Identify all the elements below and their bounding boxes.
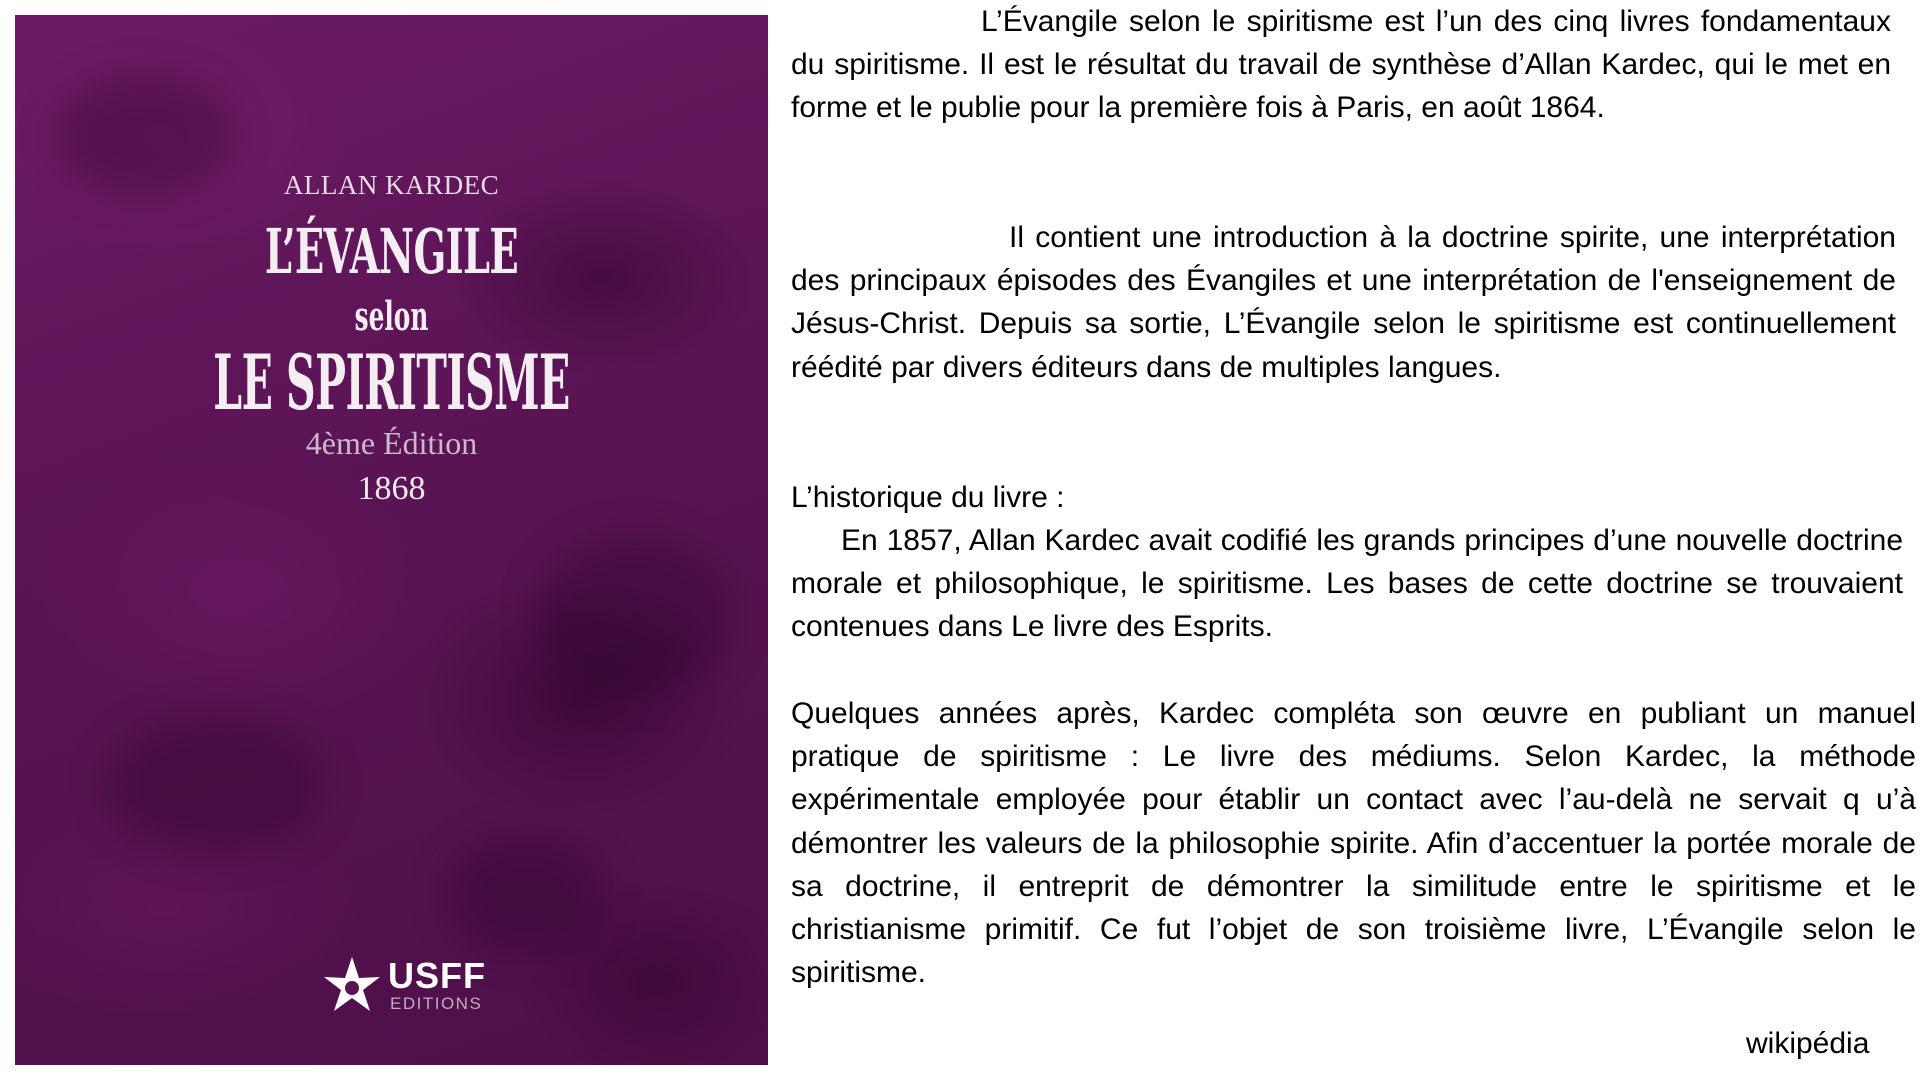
paragraph-contents [791, 216, 1896, 389]
publisher-subtitle: EDITIONS [390, 994, 483, 1013]
source-credit: wikipédia [1746, 1027, 1870, 1060]
publisher-name: USFF [388, 955, 486, 996]
paragraph-history [791, 519, 1903, 649]
paragraph-contents-text: Il contient une introduction à la doctrine spirite, une interprétation des principaux épisodes des Évangiles et une interprétation de l'enseignement de Jésus-Christ. Depuis sa sortie, L’Évangile selon le spiritisme est continuellement réédité par divers éditeurs dans de multiples langues. [791, 221, 1896, 384]
cover-texture [535, 535, 735, 695]
paragraph-later: Quelques années après, Kardec compléta son œuvre en publiant un manuel pratique de spiritisme : Le livre des médiums. Selon Kardec, la méthode expérimentale employée pour établir un contact avec l’au-delà ne servait q u’à démontrer les valeurs de la philosophie spirite. Afin d’accentuer la portée morale de sa doctrine, il entreprit de démontrer la similitude entre le spiritisme et le christianisme primitif. Ce fut l’objet de son troisième livre, L’Évangile selon le spiritisme. [791, 697, 1916, 990]
publisher-logo [310, 935, 510, 1015]
cover-title-line2: selon [354, 293, 429, 340]
cover-author: ALLAN KARDEC [283, 170, 500, 200]
book-cover [15, 15, 768, 1065]
cover-texture [105, 715, 325, 855]
star-logo-icon [320, 955, 384, 1019]
paragraph-intro-text: L’Évangile selon le spiritisme est l’un des cinq livres fondamentaux du spiritisme. Il est le résultat du travail de synthèse d’Allan Kardec, qui le met en forme et le publie pour la première fois à Paris, en août 1864. [791, 5, 1891, 125]
cover-year: 1868 [357, 470, 426, 507]
paragraph-history-text: En 1857, Allan Kardec avait codifié les grands principes d’une nouvelle doctrine morale et philosophique, le spiritisme. Les bases de cette doctrine se trouvaient contenues dans Le livre des Esprits. [791, 524, 1903, 644]
history-heading: L’historique du livre : [791, 481, 1065, 514]
paragraph-intro [791, 0, 1891, 130]
cover-title-line3: LE SPIRITISME [213, 338, 570, 427]
cover-title-line1: L’ÉVANGILE [264, 215, 519, 288]
cover-edition: 4ème Édition [305, 425, 478, 461]
